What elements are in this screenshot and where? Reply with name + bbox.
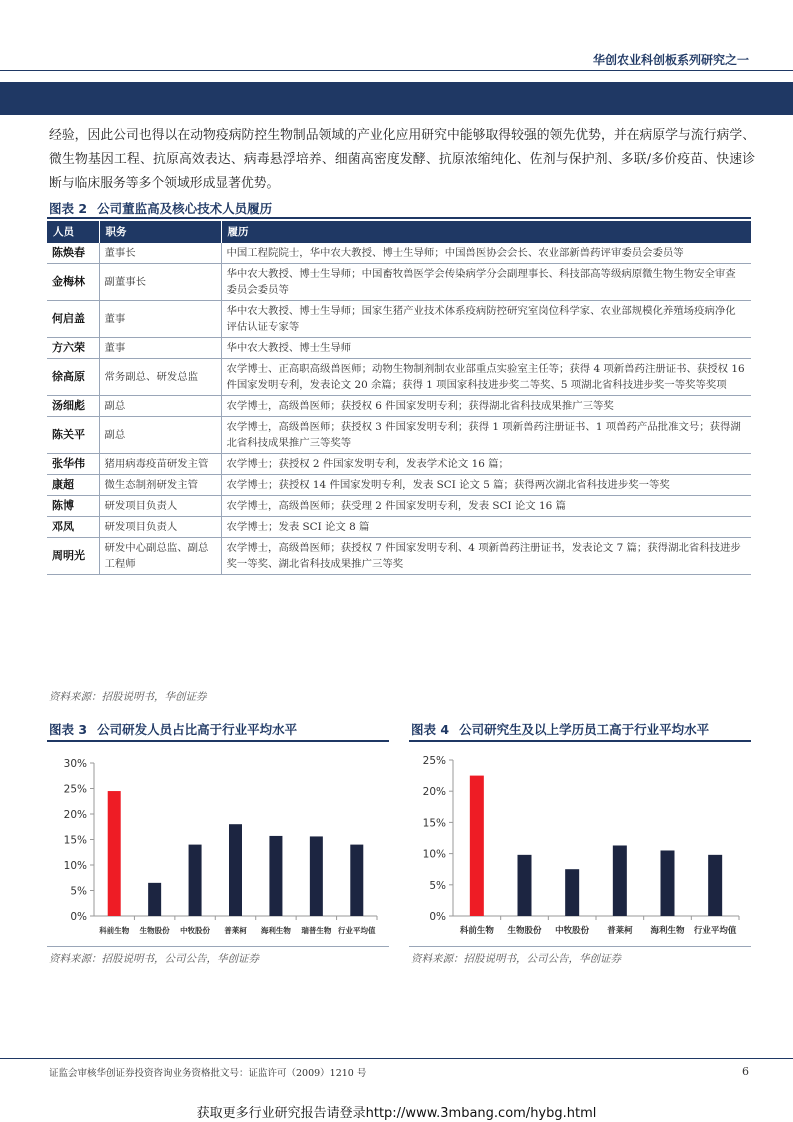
table-row	[47, 417, 751, 454]
person-resume: 农学博士，高级兽医师；获授权 7 件国家发明专利、4 项新兽药注册证书，发表论文 7 篇；获得湖北省科技进步奖一等奖、湖北省科技成果推广三等奖	[221, 538, 751, 575]
bar-peer	[189, 845, 202, 916]
promo-link-text[interactable]: 获取更多行业研究报告请登录http://www.3mbang.com/hybg.html	[196, 1106, 597, 1121]
table-row	[47, 359, 751, 396]
header-resume: 履历	[221, 221, 751, 243]
bar-peer	[229, 824, 242, 916]
figure-2-source: 资料来源：招股说明书，华创证券	[49, 691, 207, 703]
header-position: 职务	[99, 221, 221, 243]
y-tick-label: 15%	[422, 817, 446, 830]
chart-rd-staff-ratio	[47, 748, 389, 943]
person-position: 副总	[99, 396, 221, 417]
x-tick-label: 科前生物	[99, 926, 130, 935]
person-name: 康超	[47, 475, 99, 496]
table-row	[47, 454, 751, 475]
person-name: 邓凤	[47, 517, 99, 538]
person-position: 常务副总、研发总监	[99, 359, 221, 396]
bar-peer	[661, 850, 675, 916]
y-tick-label: 10%	[422, 848, 446, 861]
header-rule	[0, 70, 793, 71]
executive-table	[47, 221, 751, 575]
x-tick-label: 生物股份	[507, 926, 542, 936]
person-position: 董事长	[99, 243, 221, 264]
report-series-title: 华创农业科创板系列研究之一	[592, 53, 749, 67]
figure-3-rule	[47, 740, 389, 742]
person-resume: 农学博士；发表 SCI 论文 8 篇	[221, 517, 751, 538]
figure-4-number: 图表 4	[411, 722, 450, 737]
person-resume: 华中农大教授、博士生导师	[221, 338, 751, 359]
table-row	[47, 517, 751, 538]
table-row	[47, 475, 751, 496]
table-row	[47, 538, 751, 575]
person-resume: 农学博士，高级兽医师；获授权 3 件国家发明专利；获得 1 项新兽药注册证书、1 项兽药产品批准文号；获得湖北省科技成果推广三等奖等	[221, 417, 751, 454]
y-tick-label: 30%	[63, 758, 87, 770]
y-tick-label: 5%	[70, 885, 87, 898]
y-tick-label: 10%	[63, 860, 87, 872]
table-row	[47, 264, 751, 301]
figure-4-caption: 公司研究生及以上学历员工高于行业平均水平	[459, 722, 710, 737]
figure-2-number: 图表 2	[49, 201, 88, 216]
x-tick-label: 普莱柯	[224, 926, 247, 935]
bar-peer	[518, 855, 532, 916]
bar-peer	[350, 845, 363, 916]
figure-4-source-rule	[409, 946, 751, 947]
person-name: 陈关平	[47, 417, 99, 454]
person-position: 研发中心副总监、副总工程师	[99, 538, 221, 575]
x-tick-label: 中牧股份	[555, 926, 590, 936]
person-resume: 中国工程院院士，华中农大教授、博士生导师；中国兽医协会会长、农业部新兽药评审委员会委员等	[221, 243, 751, 264]
page-number: 6	[742, 1065, 749, 1078]
figure-2-rule	[47, 217, 751, 219]
person-name: 陈博	[47, 496, 99, 517]
figure-4-title	[411, 720, 709, 738]
person-name: 周明光	[47, 538, 99, 575]
x-tick-label: 行业平均值	[693, 926, 737, 936]
chart-postgrad-staff-ratio	[409, 748, 751, 943]
person-name: 徐高原	[47, 359, 99, 396]
figure-2-title	[49, 199, 272, 217]
x-tick-label: 科前生物	[459, 926, 494, 936]
person-name: 张华伟	[47, 454, 99, 475]
person-name: 金梅林	[47, 264, 99, 301]
table-row	[47, 243, 751, 264]
x-tick-label: 普莱柯	[607, 926, 633, 936]
figure-2-caption: 公司董监高及核心技术人员履历	[97, 201, 273, 216]
person-name: 陈焕春	[47, 243, 99, 264]
figure-4-source: 资料来源：招股说明书，公司公告，华创证券	[411, 953, 621, 965]
person-position: 研发项目负责人	[99, 496, 221, 517]
x-tick-label: 海利生物	[260, 926, 291, 935]
bar-peer	[565, 869, 579, 916]
person-position: 研发项目负责人	[99, 517, 221, 538]
x-tick-label: 瑞普生物	[301, 926, 332, 935]
y-tick-label: 0%	[429, 911, 446, 923]
person-position: 副总	[99, 417, 221, 454]
table-header-row	[47, 221, 751, 243]
bar-peer	[269, 836, 282, 916]
header-band	[0, 82, 793, 115]
bar-peer	[613, 845, 627, 916]
person-name: 方六荣	[47, 338, 99, 359]
bar-peer	[148, 883, 161, 916]
person-resume: 农学博士，高级兽医师；获授权 6 件国家发明专利；获得湖北省科技成果推广三等奖	[221, 396, 751, 417]
figure-4-rule	[409, 740, 751, 742]
person-position: 董事	[99, 301, 221, 338]
intro-paragraph: 经验，因此公司也得以在动物疫病防控生物制品领域的产业化应用研究中能够取得较强的领先优势，并在病原学与流行病学、微生物基因工程、抗原高效表达、病毒悬浮培养、细菌高密度发酵、抗原浓缩纯化、佐剂与保护剂、多联/多价疫苗、快速诊断与临床服务等多个领域形成显著优势。	[49, 128, 755, 191]
y-tick-label: 25%	[63, 783, 87, 796]
y-tick-label: 5%	[429, 879, 446, 892]
x-tick-label: 海利生物	[650, 926, 685, 936]
figure-3-title	[49, 720, 297, 738]
figure-3-source-rule	[47, 946, 389, 947]
figure-3-source: 资料来源：招股说明书，公司公告，华创证券	[49, 953, 259, 965]
person-resume: 农学博士，高级兽医师；获受理 2 件国家发明专利，发表 SCI 论文 16 篇	[221, 496, 751, 517]
y-tick-label: 20%	[63, 809, 87, 821]
table-row	[47, 396, 751, 417]
bar-highlight	[470, 776, 484, 916]
license-statement: 证监会审核华创证券投资咨询业务资格批文号：证监许可（2009）1210 号	[49, 1068, 367, 1079]
person-position: 副董事长	[99, 264, 221, 301]
person-resume: 农学博士、正高职高级兽医师；动物生物制剂制农业部重点实验室主任等；获得 4 项新兽药注册证书、获授权 16 件国家发明专利，发表论文 20 余篇；获得 1 项国家科技进步奖二等奖、5 项湖北省科技进步奖一等奖等奖项	[221, 359, 751, 396]
person-resume: 华中农大教授、博士生导师；国家生猪产业技术体系疫病防控研究室岗位科学家、农业部规模化养殖场疫病净化评估认证专家等	[221, 301, 751, 338]
y-tick-label: 15%	[63, 834, 87, 847]
bar-highlight	[108, 791, 121, 916]
person-position: 董事	[99, 338, 221, 359]
person-resume: 农学博士；获授权 14 件国家发明专利，发表 SCI 论文 5 篇；获得两次湖北省科技进步奖一等奖	[221, 475, 751, 496]
footer-rule	[0, 1058, 793, 1059]
x-tick-label: 中牧股份	[180, 926, 211, 935]
person-position: 微生态制剂研发主管	[99, 475, 221, 496]
y-tick-label: 20%	[422, 786, 446, 799]
bar-peer	[708, 855, 722, 916]
figure-3-number: 图表 3	[49, 722, 88, 737]
y-tick-label: 25%	[422, 755, 446, 767]
figure-3-caption: 公司研发人员占比高于行业平均水平	[97, 722, 298, 737]
table-row	[47, 301, 751, 338]
table-row	[47, 496, 751, 517]
table-row	[47, 338, 751, 359]
header-person: 人员	[47, 221, 99, 243]
y-tick-label: 0%	[70, 911, 87, 923]
person-resume: 华中农大教授、博士生导师；中国畜牧兽医学会传染病学分会副理事长、科技部高等级病原微生物生物安全审查委员会委员等	[221, 264, 751, 301]
x-tick-label: 生物股份	[139, 926, 170, 935]
person-name: 何启盖	[47, 301, 99, 338]
bar-peer	[310, 836, 323, 916]
person-name: 汤细彪	[47, 396, 99, 417]
person-resume: 农学博士；获授权 2 件国家发明专利，发表学术论文 16 篇；	[221, 454, 751, 475]
x-tick-label: 行业平均值	[338, 926, 376, 935]
person-position: 猪用病毒疫苗研发主管	[99, 454, 221, 475]
